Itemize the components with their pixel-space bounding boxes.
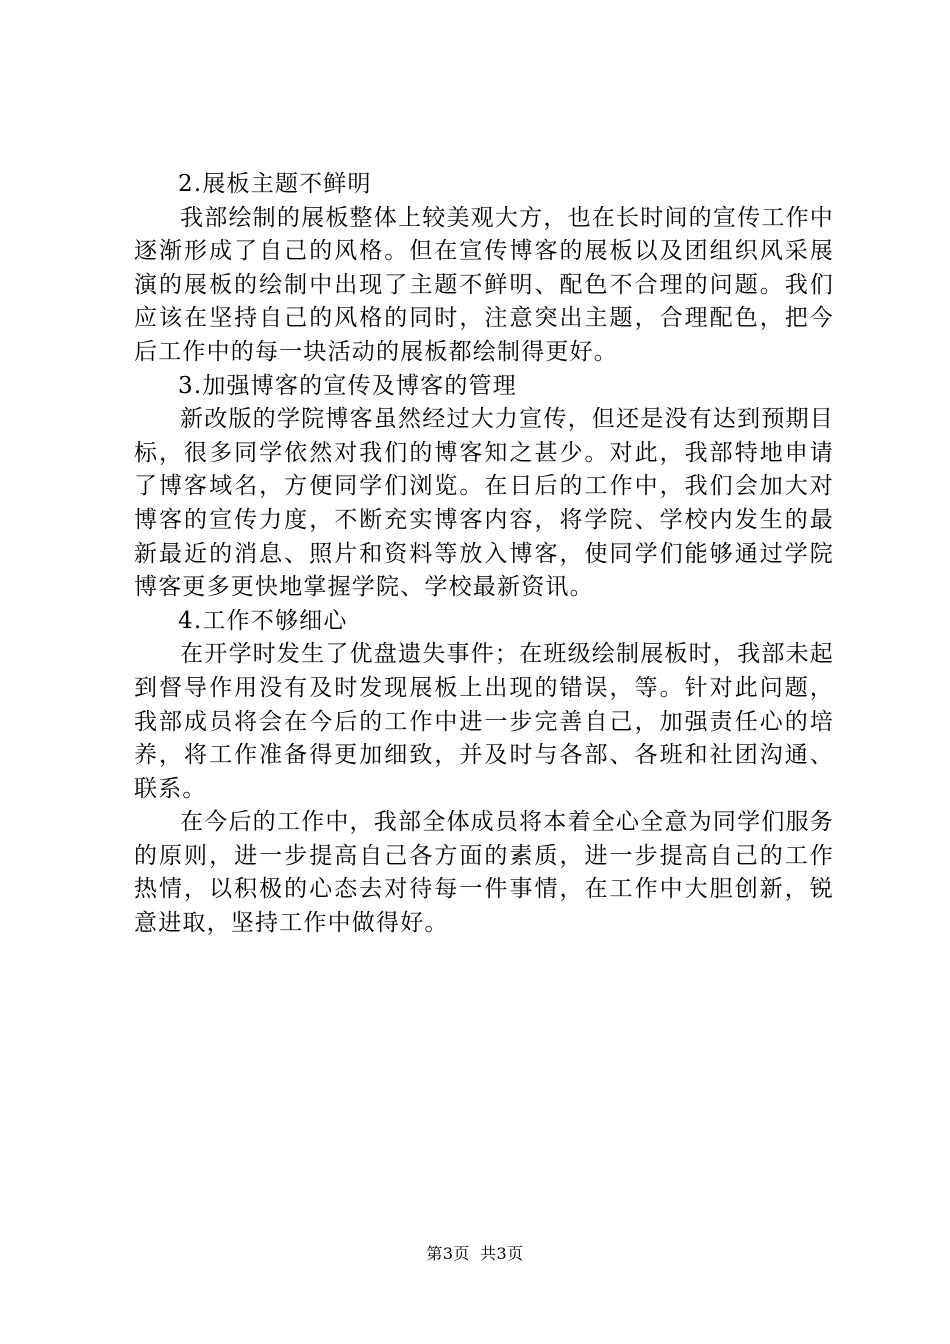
section-heading-4: 4.工作不够细心 — [178, 607, 348, 634]
section-heading-2: 2.展板主题不鲜明 — [178, 171, 372, 197]
closing-paragraph: 在今后的工作中，我部全体成员将本着全心全意为同学们服务的原则，进一步提高自己各方面的素质，进一步提高自己的工作热情，以积极的心态去对待每一件事情，在工作中大胆创新，锐意进取，坚持工作中做得好。 — [134, 809, 834, 937]
section-paragraph: 我部绘制的展板整体上较美观大方，也在长时间的宣传工作中逐渐形成了自己的风格。但在宣传博客的展板以及团组织风采展演的展板的绘制中出现了主题不鲜明、配色不合理的问题。我们应该在坚持自己的风格的同时，注意突出主题，合理配色，把今后工作中的每一块活动的展板都绘制得更好。 — [134, 204, 834, 365]
page-total: 共3页 — [480, 1244, 524, 1263]
section-paragraph: 新改版的学院博客虽然经过大力宣传，但还是没有达到预期目标，很多同学依然对我们的博客知之甚少。对此，我部特地申请了博客域名，方便同学们浏览。在日后的工作中，我们会加大对博客的宣传力度，不断充实博客内容，将学院、学校内发生的最新最近的消息、照片和资料等放入博客，使同学们能够通过学院博客更多更快地掌握学院、学校最新资讯。 — [134, 406, 834, 601]
page-footer — [0, 1244, 950, 1264]
section-paragraph: 在开学时发生了优盘遗失事件；在班级绘制展板时，我部未起到督导作用没有及时发现展板上出现的错误，等。针对此问题，我部成员将会在今后的工作中进一步完善自己，加强责任心的培养，将工作准备得更加细致，并及时与各部、各班和社团沟通、联系。 — [134, 641, 834, 802]
section-heading-3: 3.加强博客的宣传及博客的管理 — [178, 372, 517, 399]
document-body — [134, 168, 834, 941]
page-number: 第3页 — [426, 1244, 470, 1263]
